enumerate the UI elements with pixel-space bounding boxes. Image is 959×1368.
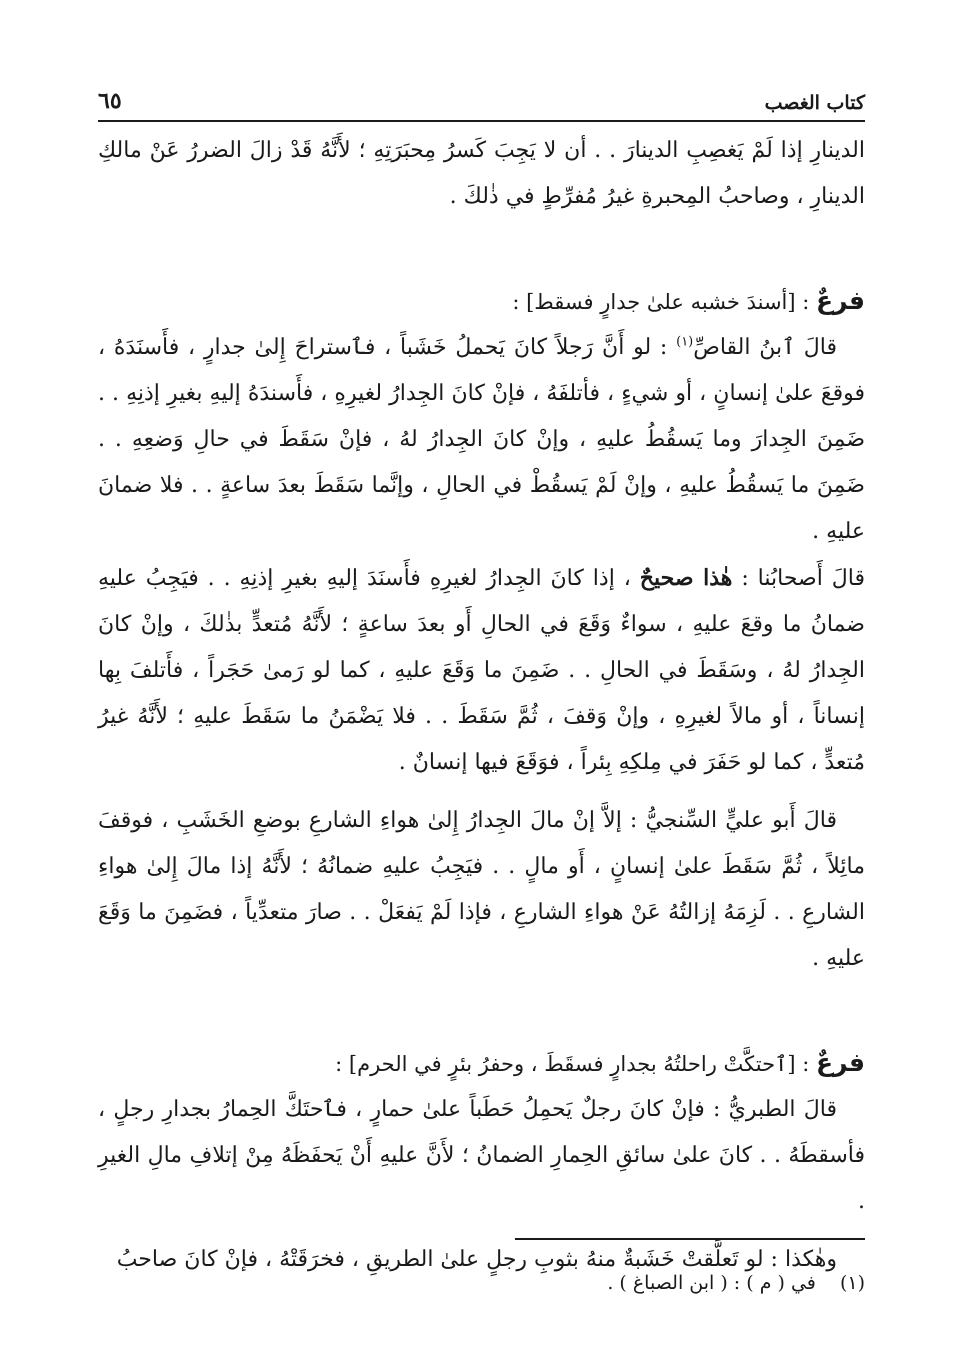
- page-body: [98, 128, 865, 1283]
- section-gap: [98, 982, 865, 1040]
- footnote-number: (١): [839, 1272, 865, 1294]
- paragraph: قالَ أَبو عليٍّ السِّنجيُّ : إلاَّ إنْ مالَ الجِدارُ إِلىٰ هواءِ الشارعِ بوضعِ الخَشَبِ ، فوقفَ مائِلاً ، ثُمَّ سَقَطَ علىٰ إنسانٍ ، أَو مالٍ . . فيَجِبُ عليهِ ضمانُهُ ؛ لأَنَّهُ إذا مالَ إِلىٰ هواءِ الشارعِ . . لَزِمَهُ إزالتُهُ عَنْ هواءِ الشارعِ ، فإذا لَمْ يَفعَلْ . . صارَ متعدِّياً ، فضَمِنَ ما وَقَعَ عليهِ .: [98, 808, 866, 971]
- page-header: [98, 84, 865, 122]
- paragraph: [98, 555, 865, 786]
- paragraph: [98, 325, 865, 555]
- paragraph: قالَ الطبريُّ : فإنْ كانَ رجلٌ يَحمِلُ حَطَباً علىٰ حمارٍ ، فٱحتَكَّ الحِمارُ بجدارِ رجلٍ ، فأسقطَهُ . . كانَ علىٰ سائقِ الحِمارِ الضمانُ ؛ لأَنَّ عليهِ أَنْ يَحفَظَهُ مِنْ إتلافِ مالِ الغيرِ .: [98, 1097, 865, 1214]
- heading-text: : [ٱحتكَّتْ راحلتُهُ بجدارٍ فسقَطَ ، وحفرُ بئرٍ في الحرم] :: [335, 1052, 810, 1076]
- paragraph-text: : لو أَنَّ رَجلاً كانَ يَحملُ خَشَباً ، فٱستراحَ إِلىٰ جدارٍ ، فأَسنَدَهُ ، فوقعَ علىٰ إنسانٍ ، أو شيءٍ ، فأتلفَهُ ، فإنْ كانَ الجِدارُ لغيرِهِ ، فأَسندَهُ إليهِ بغيرِ إذنِهِ . . ضَمِنَ الجِدارَ وما يَسقُطُ عليهِ ، وإنْ كانَ الجِدارُ لهُ ، فإنْ سَقَطَ في حالِ وَضعِهِ . . ضَمِنَ ما يَسقُطُ عليهِ ، وإنْ لَمْ يَسقُطْ في الحالِ ، وإنَّما سَقَطَ بعدَ ساعةٍ . . فلا ضمانَ عليهِ .: [98, 335, 865, 544]
- footnote-reference: (١): [676, 334, 694, 350]
- running-title: كتاب الغصب: [764, 92, 865, 114]
- paragraph-gap: [98, 1225, 865, 1237]
- page-number: ٦٥: [98, 88, 122, 114]
- paragraph-text: ، إذا كانَ الجِدارُ لغيرِهِ فأَسنَدَ إليهِ بغيرِ إذنِهِ . . فيَجِبُ عليهِ ضمانُ ما وقعَ عليهِ ، سواءٌ وَقَعَ في الحالِ أَو بعدَ ساعةٍ ؛ لأَنَّهُ مُتعدٍّ بذٰلكَ ، وإنْ كانَ الجِدارُ لهُ ، وسَقَطَ في الحالِ . . ضَمِنَ ما وَقَعَ عليهِ ، كما لو رَمىٰ حَجَراً ، فأَتلفَ بِها إنساناً ، أو مالاً لغيرِهِ ، وإنْ وَقفَ ، ثُمَّ سَقَطَ . . فلا يَضْمَنُ ما سَقَطَ عليهِ ؛ لأَنَّهُ غيرُ مُتعدٍّ ، كما لو حَفَرَ في مِلكِهِ بِئراً ، فوَقَعَ فيها إنسانٌ .: [98, 566, 865, 775]
- footnote-text: في ( م ) : ( ابن الصباغ ) .: [607, 1272, 816, 1294]
- emphasis-text: هٰذا صحيحٌ: [639, 565, 733, 591]
- paragraph-gap: [98, 786, 865, 798]
- footnote: [98, 1268, 865, 1298]
- footnote-divider: [515, 1238, 865, 1240]
- section-heading: [98, 278, 865, 325]
- heading-text: : [أسندَ خشبه علىٰ جدارٍ فسقط] :: [512, 290, 810, 314]
- paragraph-text: قالَ ٱبنُ القاصِّ: [693, 335, 837, 360]
- heading-label: فرعٌ: [816, 286, 865, 315]
- paragraph-text: قالَ أَصحابُنا :: [732, 566, 865, 591]
- heading-label: فرعٌ: [816, 1048, 865, 1077]
- section-heading: [98, 1040, 865, 1087]
- section-gap: [98, 220, 865, 278]
- paragraph: الدينارِ إذا لَمْ يَغصِبِ الدينارَ . . أن لا يَجِبَ كَسرُ مِحبَرَتِهِ ؛ لأَنَّهُ قَدْ زالَ الضررُ عَنْ مالكِ الدينارِ ، وصاحبُ المِحبرةِ غيرُ مُفرِّطٍ في ذٰلكَ .: [98, 138, 865, 209]
- paragraph: وهٰكذا : لو تَعلَّقتْ خَشَبةٌ منهُ بثوبِ رجلٍ علىٰ الطريقِ ، فخرَقَتْهُ ، فإنْ كانَ صاحبُ: [116, 1247, 837, 1272]
